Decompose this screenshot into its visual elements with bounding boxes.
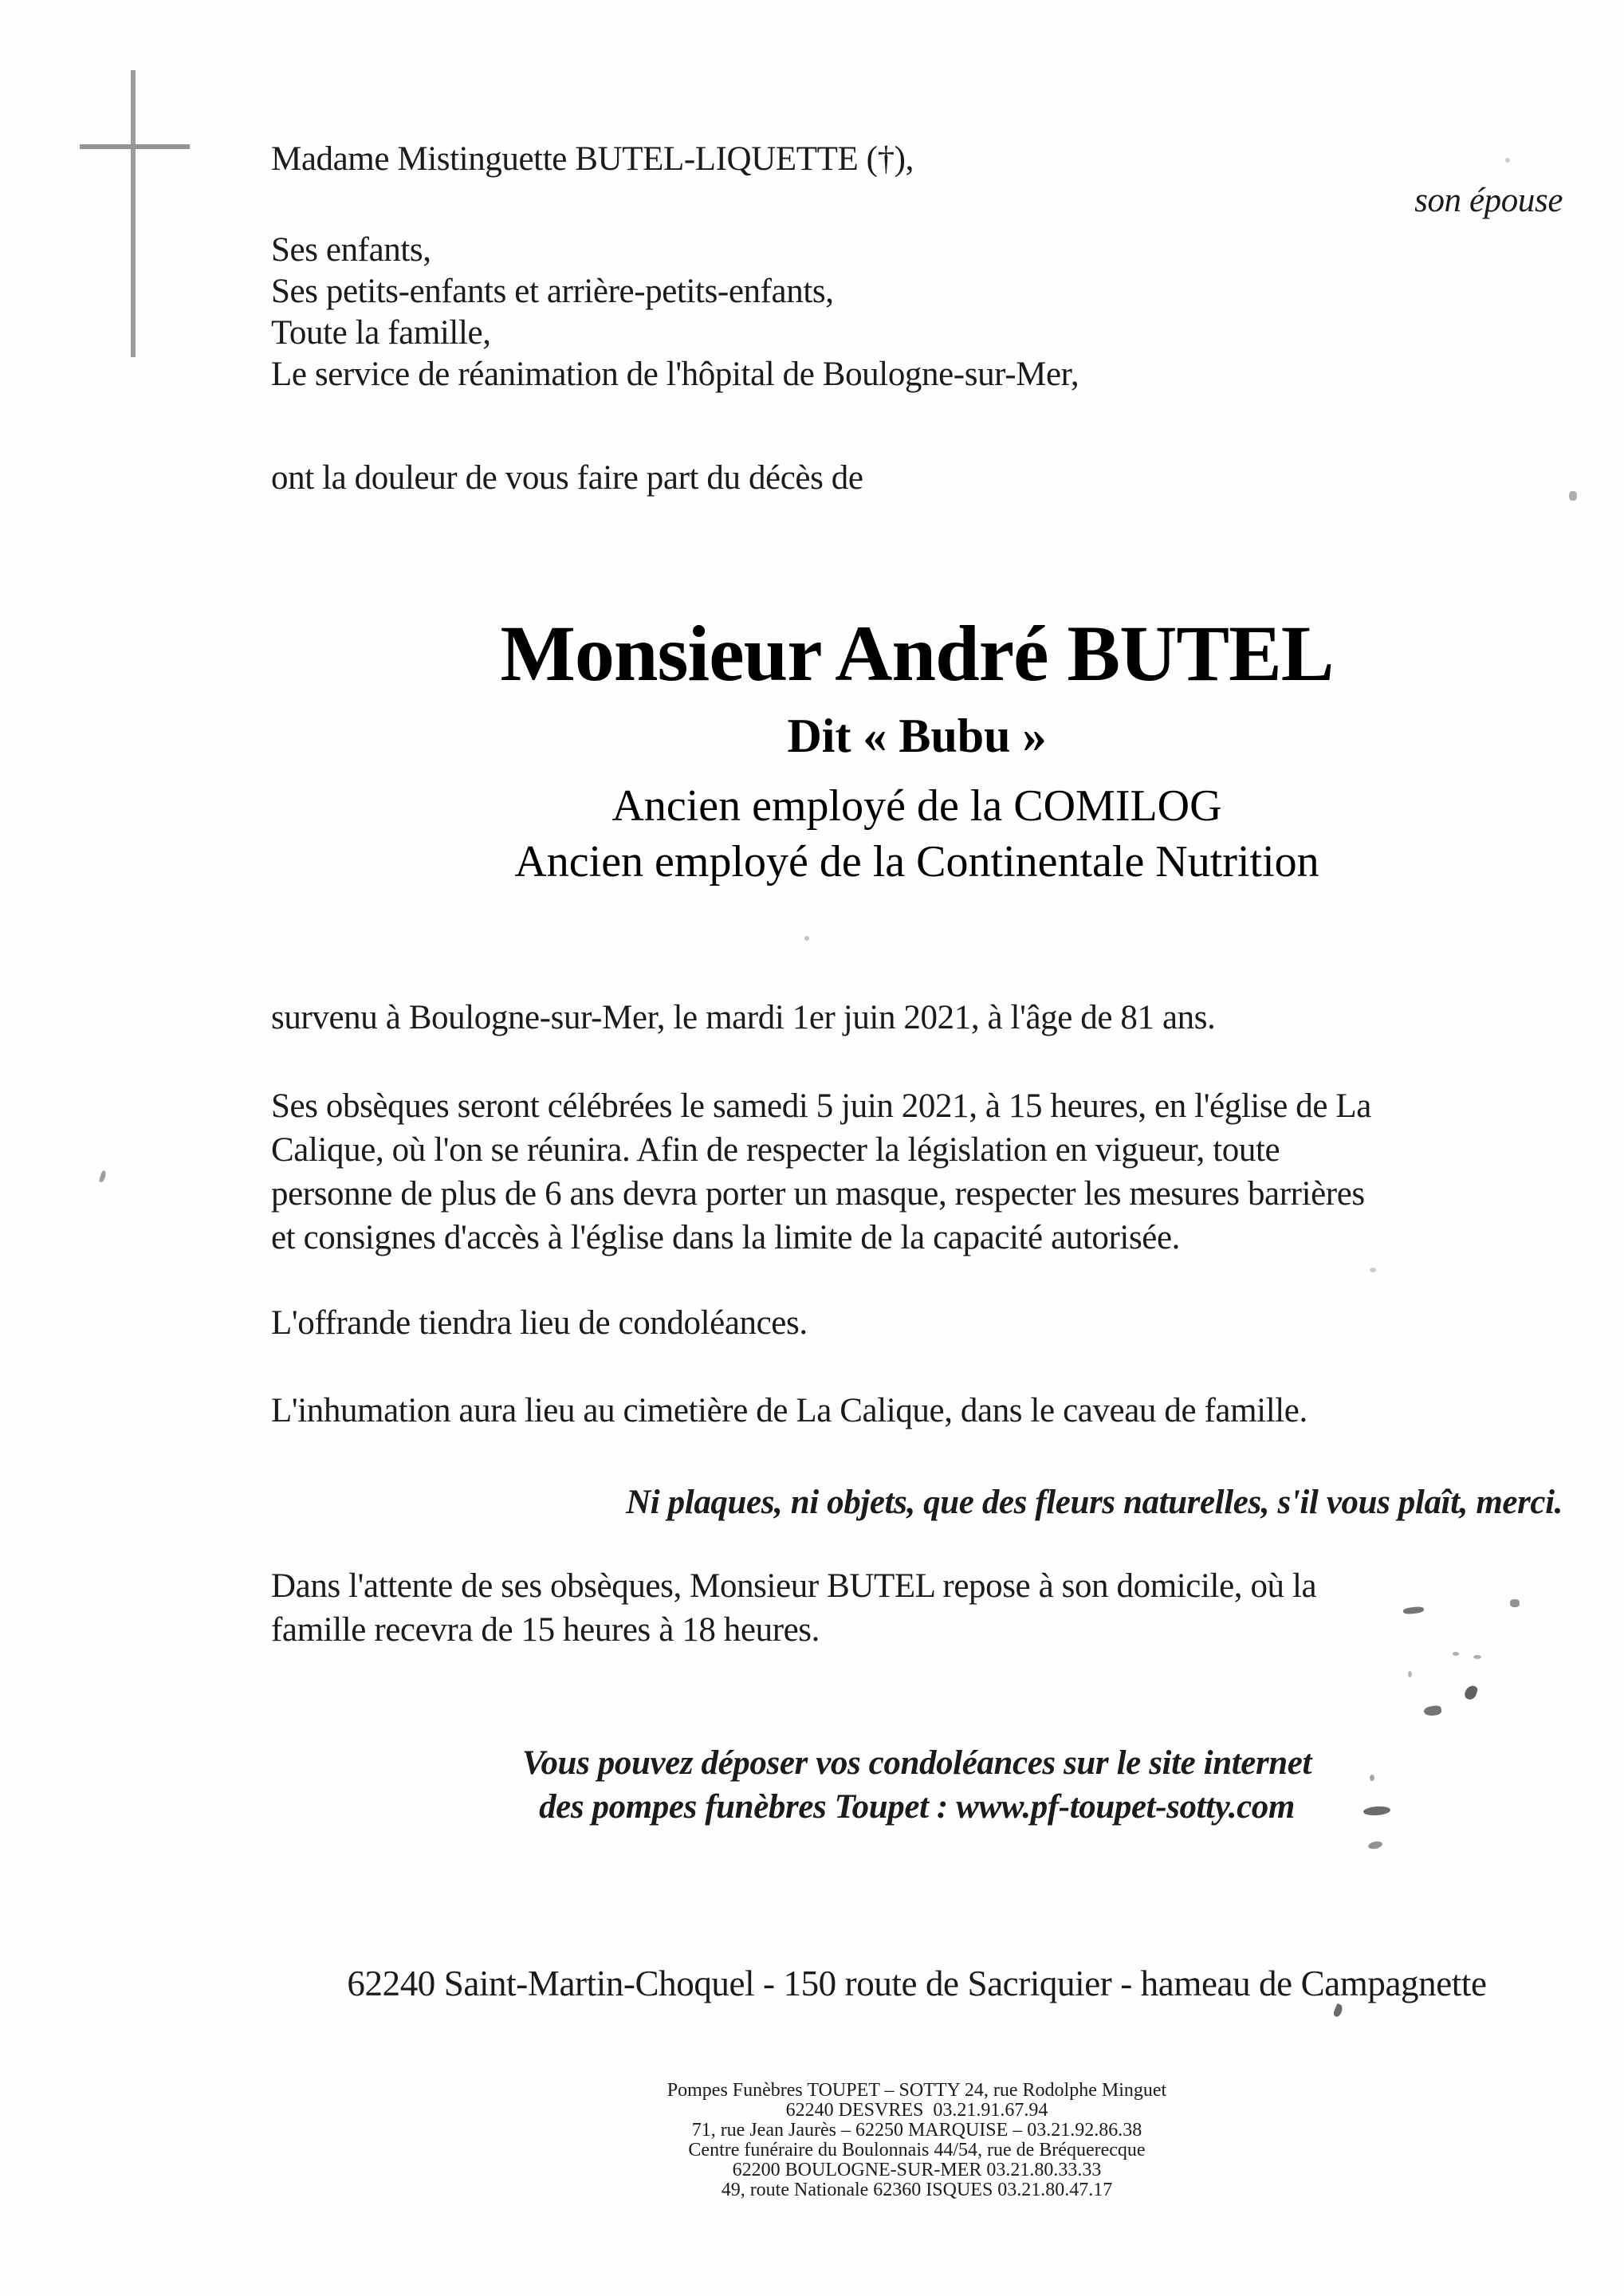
repose-line: Dans l'attente de ses obsèques, Monsieur BUTEL repose à son domicile, où la xyxy=(271,1567,1317,1605)
scan-speck xyxy=(1505,158,1510,163)
scan-speck xyxy=(1370,1268,1376,1272)
scan-speck xyxy=(1473,1655,1481,1659)
home-address: 62240 Saint-Martin-Choquel - 150 route de Sacriquier - hameau de Campagnette xyxy=(347,1964,1487,2003)
death-notice-line: survenu à Boulogne-sur-Mer, le mardi 1er juin 2021, à l'âge de 81 ans. xyxy=(271,999,1216,1036)
footer-line: 62200 BOULOGNE-SUR-MER 03.21.80.33.33 xyxy=(732,2160,1102,2180)
cross-horizontal-bar xyxy=(80,144,190,149)
widow-line: Madame Mistinguette BUTEL-LIQUETTE (†), xyxy=(271,140,914,178)
deceased-title: Ancien employé de la COMILOG xyxy=(611,781,1222,831)
deceased-title: Ancien employé de la Continentale Nutrition xyxy=(514,837,1319,887)
funeral-home-footer xyxy=(271,2081,1563,2200)
ceremony-paragraph xyxy=(271,1084,1563,1260)
deceased-block xyxy=(271,609,1563,887)
scan-speck xyxy=(1408,1671,1412,1677)
condolences-line-website-url: des pompes funèbres Toupet : www.pf-toupet-sotty.com xyxy=(539,1788,1295,1826)
scan-speck xyxy=(804,936,809,941)
scan-speck xyxy=(1453,1652,1459,1656)
notice-body-block xyxy=(271,996,1563,2006)
intro-line: Ses enfants, xyxy=(271,231,431,269)
ceremony-line: Ses obsèques seront célébrées le samedi 5 juin 2021, à 15 heures, en l'église de La xyxy=(271,1087,1371,1125)
offering-notice: L'offrande tiendra lieu de condoléances. xyxy=(271,1304,808,1342)
relation-note: son épouse xyxy=(1414,182,1563,219)
flowers-request: Ni plaques, ni objets, que des fleurs naturelles, s'il vous plaît, merci. xyxy=(626,1484,1563,1521)
footer-line: 49, route Nationale 62360 ISQUES 03.21.80.47.17 xyxy=(721,2180,1113,2200)
repose-paragraph xyxy=(271,1564,1563,1652)
scan-speck xyxy=(99,1170,106,1182)
footer-line: 71, rue Jean Jaurès – 62250 MARQUISE – 03.21.92.86.38 xyxy=(691,2120,1142,2141)
condolences-line: Vous pouvez déposer vos condoléances sur le site internet xyxy=(521,1744,1312,1782)
condolences-website-notice xyxy=(271,1741,1563,1829)
intro-line: Ses petits-enfants et arrière-petits-enfants, xyxy=(271,273,834,310)
cross-vertical-bar xyxy=(131,70,136,357)
intro-line: Le service de réanimation de l'hôpital de Boulogne-sur-Mer, xyxy=(271,356,1079,393)
ceremony-line: Calique, où l'on se réunira. Afin de respecter la législation en vigueur, toute xyxy=(271,1131,1280,1169)
footer-line: Pompes Funèbres TOUPET – SOTTY 24, rue Rodolphe Minguet xyxy=(667,2080,1167,2101)
scan-speck xyxy=(1569,491,1577,501)
deceased-nickname: Dit « Bubu » xyxy=(787,710,1047,762)
scan-speck xyxy=(1510,1599,1520,1607)
ceremony-line: personne de plus de 6 ans devra porter un masque, respecter les mesures barrières xyxy=(271,1175,1365,1213)
scan-speck xyxy=(1370,1775,1374,1781)
family-intro-block xyxy=(271,139,1563,499)
deceased-name: Monsieur André BUTEL xyxy=(500,609,1334,698)
intro-line: Toute la famille, xyxy=(271,314,491,352)
footer-line: Centre funéraire du Boulonnais 44/54, rue de Bréquerecque xyxy=(688,2140,1146,2160)
burial-notice: L'inhumation aura lieu au cimetière de La Calique, dans le caveau de famille. xyxy=(271,1392,1307,1429)
repose-line: famille recevra de 15 heures à 18 heures. xyxy=(271,1611,820,1649)
announcement-line: ont la douleur de vous faire part du décès de xyxy=(271,459,863,497)
footer-line: 62240 DESVRES 03.21.91.67.94 xyxy=(785,2100,1048,2121)
ceremony-line: et consignes d'accès à l'église dans la limite de la capacité autorisée. xyxy=(271,1219,1181,1256)
